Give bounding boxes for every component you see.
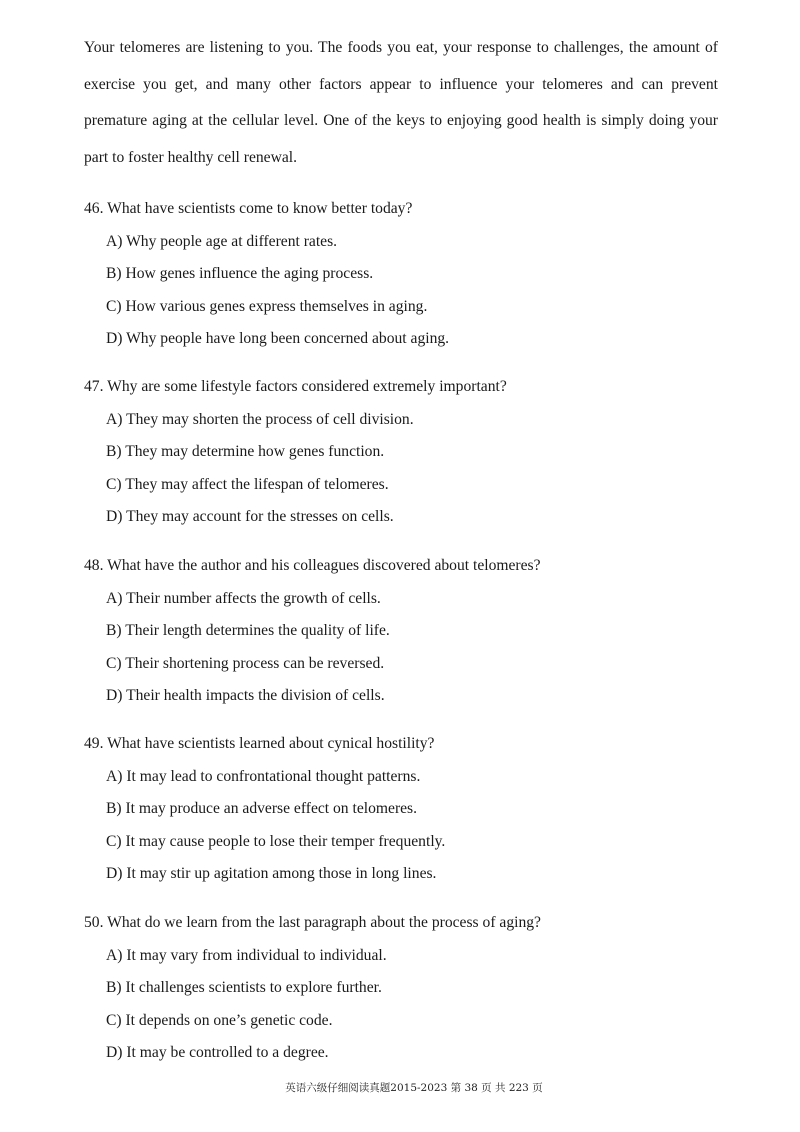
option-c: C) It may cause people to lose their temper frequently. xyxy=(106,832,446,850)
option-b: B) It challenges scientists to explore further. xyxy=(106,979,382,996)
question-stem: 47. Why are some lifestyle factors considered extremely important? xyxy=(84,378,507,395)
option-c: C) How various genes express themselves in aging. xyxy=(106,297,428,315)
question-stem: 49. What have scientists learned about cynical hostility? xyxy=(84,735,435,752)
option-c: C) They may affect the lifespan of telomeres. xyxy=(106,475,389,493)
option-b: B) Their length determines the quality of life. xyxy=(106,622,390,639)
option-a: A) They may shorten the process of cell division. xyxy=(106,410,414,428)
option-d: D) It may be controlled to a degree. xyxy=(106,1044,329,1061)
question-49 xyxy=(84,733,744,885)
option-c: C) Their shortening process can be reversed. xyxy=(106,654,385,672)
question-47 xyxy=(84,376,744,528)
question-stem: 48. What have the author and his colleagues discovered about telomeres? xyxy=(84,557,541,574)
passage-paragraph: Your telomeres are listening to you. The foods you eat, your response to challenges, the amount of exercise you get, and many other factors appear to influence your telomeres and can prevent premature aging at the cellular level. One of the keys to enjoying good health is simply doing your part to foster healthy cell renewal. xyxy=(84,39,718,166)
option-a: A) It may vary from individual to individual. xyxy=(106,946,387,964)
option-d: D) They may account for the stresses on cells. xyxy=(106,508,394,525)
page-footer: 英语六级仔细阅读真题2015-2023 第 38 页 共 223 页 xyxy=(285,1082,543,1094)
option-b: B) It may produce an adverse effect on telomeres. xyxy=(106,800,418,817)
question-46 xyxy=(84,198,744,350)
option-b: B) How genes influence the aging process. xyxy=(106,265,374,282)
question-stem: 46. What have scientists come to know better today? xyxy=(84,200,413,217)
option-d: D) Their health impacts the division of cells. xyxy=(106,687,385,704)
option-c: C) It depends on one’s genetic code. xyxy=(106,1011,333,1029)
question-48 xyxy=(84,555,744,707)
option-a: A) Their number affects the growth of cells. xyxy=(106,589,381,607)
option-d: D) It may stir up agitation among those in long lines. xyxy=(106,865,437,882)
question-stem: 50. What do we learn from the last paragraph about the process of aging? xyxy=(84,914,541,931)
question-50 xyxy=(84,912,744,1064)
option-a: A) Why people age at different rates. xyxy=(106,232,338,250)
option-a: A) It may lead to confrontational thought patterns. xyxy=(106,767,421,785)
option-b: B) They may determine how genes function. xyxy=(106,443,385,460)
option-d: D) Why people have long been concerned about aging. xyxy=(106,330,450,347)
